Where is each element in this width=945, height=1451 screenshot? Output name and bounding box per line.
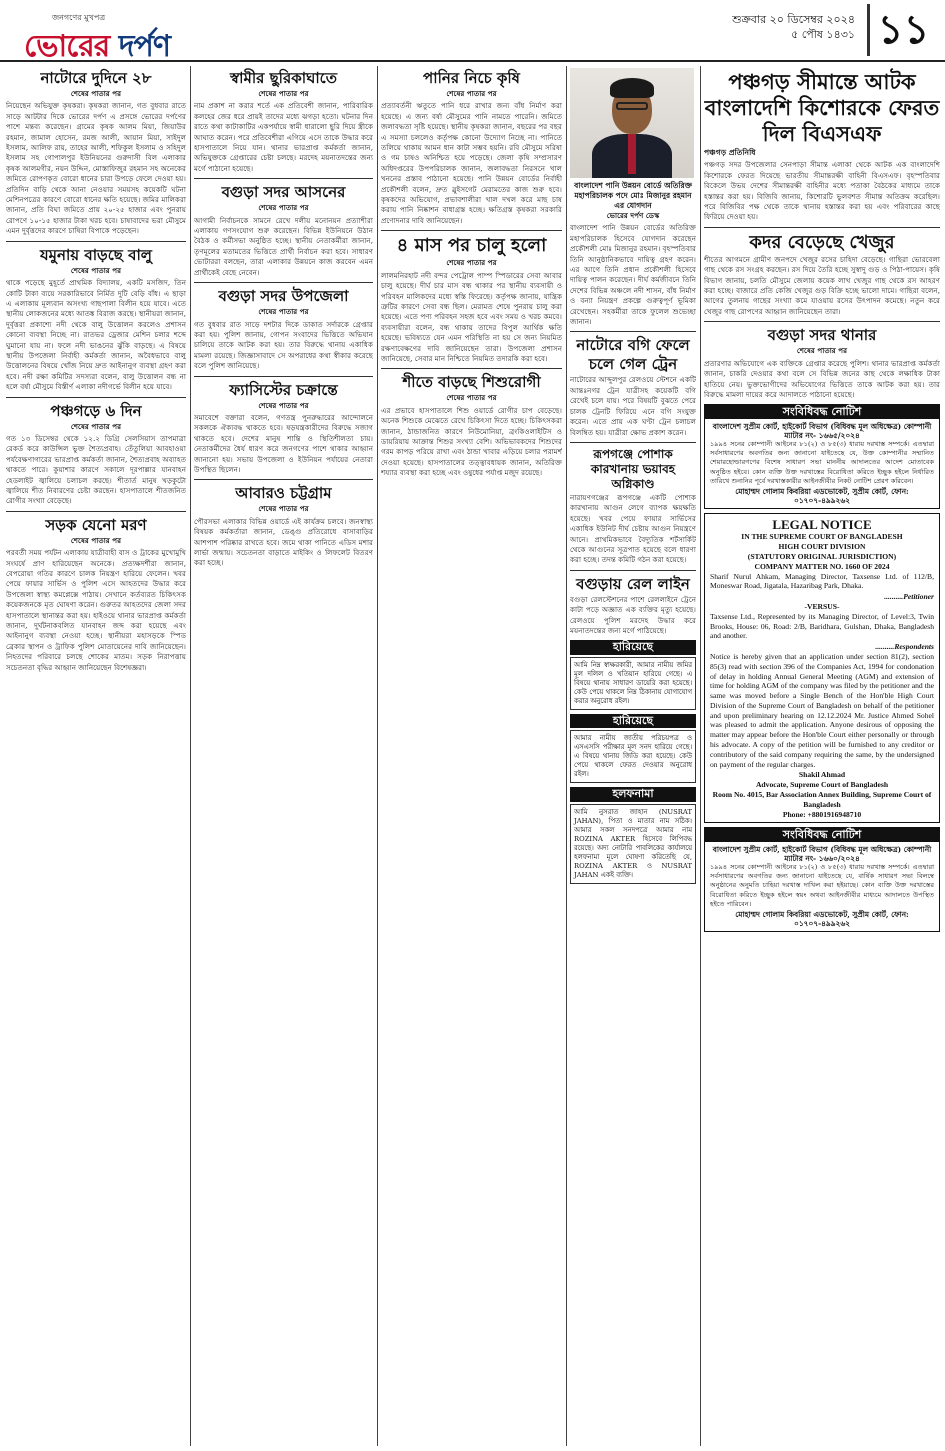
notice-title: বাংলাদেশ সুপ্রীম কোর্ট, হাইকোর্ট বিভাগ (বিধিবদ্ধ মূল অধিক্ষেত্র) কোম্পানী ম্যাটার নং- ১৬৬৫/২০২৪ <box>712 421 932 440</box>
portrait-hair <box>610 78 654 98</box>
divider <box>6 511 186 512</box>
headline-panchagarh-6-din[interactable]: পঞ্চগড়ে ৬ দিন <box>50 401 142 420</box>
divider <box>194 178 373 179</box>
headline-bogura-sadar-thana[interactable]: বগুড়া সদর থানার <box>767 326 877 345</box>
affidavit-notice: আমি নুসরাত জাহান (NUSRAT JAHAN), পিতা ও মাতার নাম সঠিক। আমার সকল সনদপত্রে আমার নাম ROZINA AKTER হিসেবে লিপিবদ্ধ রয়েছে। অদ্য নোটারি পাবলিকের কার্যালয়ে হলফনামা মূলে ঘোষণা করিতেছি যে, ROZINA AKTER ও NUSRAT JAHAN একই ব্যক্তি। <box>570 804 696 884</box>
date-gregorian: শুক্রবার ২০ ডিসেম্বর ২০২৪ <box>732 13 855 26</box>
headline-sarak-maran[interactable]: সড়ক যেনো মরণ <box>45 515 147 534</box>
headline-rupganj-fire[interactable]: রূপগঞ্জে পোশাক কারখানায় ভয়াবহ অগ্নিকাণ্ড <box>590 446 676 491</box>
legal-sign-name: Shakil Ahmad <box>798 770 846 780</box>
continued-label: শেষের পাতার পর <box>446 258 497 268</box>
lost-notice-2: আমার নামীয় জাতীয় পরিচয়পত্র ও এসএসসি পরীক্ষার মূল সনদ হারিয়ে গেছে। এ বিষয়ে থানায় জিডি করা হয়েছে। কেউ পেয়ে থাকলে ফেরত দেওয়ার অনুরোধ রইল। <box>570 730 696 783</box>
headline-jamunay-balu[interactable]: যমুনায় বাড়ছে বালু <box>40 245 152 264</box>
legal-petitioner-label: ..........Petitioner <box>884 592 934 602</box>
article-body: আগামী নির্বাচনকে সামনে রেখে দলীয় মনোনয়ন প্রত্যাশীরা এলাকায় গণসংযোগ শুরু করেছেন। বিভিন্ন ইউনিয়নে উঠান বৈঠক ও কর্মীসভা অনুষ্ঠিত হচ্ছে। স্থানীয় নেতাকর্মীরা জানান, তৃণমূলের মতামতের ভিত্তিতে প্রার্থী নির্বাচন করা হবে। সাধারণ ভোটাররা বলছেন, তারা এলাকার উন্নয়নে কাজ করবেন এমন প্রার্থীকেই বেছে নেবেন। <box>194 215 373 277</box>
statutory-notice-2 <box>704 827 940 932</box>
headline-bogura-sadar-upazila[interactable]: বগুড়া সদর উপজেলা <box>218 287 349 306</box>
column-rule <box>700 66 701 1446</box>
date-bengali: ৫ পৌষ ১৪৩১ <box>791 28 855 41</box>
article-body: লালমনিরহাট নদী বন্দর পেট্রোল পাম্প স্পিডারের সেবা আবার চালু হয়েছে। দীর্ঘ চার মাস বন্ধ থাকার পর স্থানীয় ব্যবসায়ী ও পরিবহন মালিকদের মধ্যে স্বস্তি ফিরেছে। কর্তৃপক্ষ জানায়, যান্ত্রিক ত্রুটির কারণে সেবা বন্ধ ছিল। মেরামত শেষে পুনরায় চালু করা হয়েছে। এতে পণ্য পরিবহন সহজ হবে এবং সময় ও খরচ কমবে। ব্যবসায়ীরা বলেন, বন্ধ থাকায় তাদের বিপুল আর্থিক ক্ষতি হয়েছে। ভবিষ্যতে যেন এমন পরিস্থিতি না হয় সে জন্য নিয়মিত রক্ষণাবেক্ষণের দাবি জানিয়েছেন তারা। উপজেলা প্রশাসন জানিয়েছে, সেবার মান নিশ্চিতে নিয়মিত তদারকি করা হবে। <box>381 270 562 363</box>
continued-label: শেষের পাতার পর <box>70 535 122 545</box>
notice-body: ১৯৯৪ সনের কোম্পানী আইনের ৮১(২) ও ৮৫(৩) ধারায় দরখাস্ত সম্পর্কে। এতদ্বারা সর্বসাধারণের অবগতির জন্য জানানো যাইতেছে যে, উক্ত কোম্পানীর সম্মানিত শেয়ারহোল্ডারগণের বিশেষ সাধারণ সভা মাননীয় আদালতের আদেশ মোতাবেক অনুষ্ঠিত হইবে। কোন ব্যক্তি উক্ত দরখাস্তের বিরোধিতা করিতে ইচ্ছুক হইলে নির্ধারিত তারিখে শুনানির পূর্বে দরখাস্তকারীর আইনজীবীর নিকট নোটিশ প্রেরণ করিবেন। <box>710 439 934 485</box>
column-3 <box>381 66 562 1446</box>
headline-kadar-khejur[interactable]: কদর বেড়েছে খেজুর <box>749 231 895 253</box>
headline-4-mash-por[interactable]: ৪ মাস পর চালু হলো <box>396 235 547 257</box>
continued-label: শেষের পাতার পর <box>258 307 309 317</box>
legal-court: IN THE SUPREME COURT OF BANGLADESH <box>741 532 903 542</box>
notice-signature: মোহাম্মদ গোলাম কিবরিয়া এডভোকেট, সুপ্রীম কোর্ট, ফোন: ০১৭০৭-৪৯৯২৬২ <box>735 910 909 929</box>
continued-label: শেষের পাতার পর <box>258 504 309 514</box>
column-4 <box>570 66 696 1446</box>
divider <box>194 479 373 480</box>
legal-petitioner-text: Sharif Nurul Ahkam, Managing Director, Taxsense Ltd. of 112/B, Moneswar Road, Jigatala, Hazaribag Park, Dhaka. <box>710 571 934 591</box>
notice-header: সংবিধিবদ্ধ নোটিশ <box>705 405 939 418</box>
column-2 <box>194 66 373 1446</box>
divider <box>6 397 186 398</box>
portrait-glasses <box>616 102 648 110</box>
notice-body: ১৯৯৪ সনের কোম্পানী আইনের ৮১(২) ও ৮৫(৩) ধারায় দরখাস্ত সম্পর্কে। এতদ্বারা সর্বসাধারণের অবগতির জন্য জানানো যাইতেছে যে, বার্ষিক সাধারণ সভা বিলম্বে অনুষ্ঠানের অনুমতি চাহিয়া দরখাস্ত দাখিল করা হইয়াছে। কোন ব্যক্তি উক্ত দরখাস্তের বিরোধিতা করিতে ইচ্ছুক হইলে স্বয়ং অথবা আইনজীবীর মাধ্যমে আদালতে উপস্থিত হইতে পারিবেন। <box>710 863 934 908</box>
legal-sign-phone: Phone: +8801916948710 <box>782 809 862 819</box>
reporter-label: পঞ্চগড় প্রতিনিধি <box>704 148 756 157</box>
continued-label: শেষের পাতার পর <box>796 346 848 356</box>
headline-fascist-chakrante[interactable]: ফ্যাসিস্টের চক্রান্তে <box>229 380 338 399</box>
headline-panchagarh-bsf[interactable]: পঞ্চগড় সীমান্তে আটক বাংলাদেশি কিশোরকে ফেরত দিল বিএসএফ <box>704 70 940 146</box>
logo-name-first: ভোরের <box>24 29 110 64</box>
article-body: বগুড়া রেলস্টেশনের পাশে রেললাইনে ট্রেনে কাটা পড়ে অজ্ঞাত এক ব্যক্তির মৃত্যু হয়েছে। রেলওয়ে পুলিশ মরদেহ উদ্ধার করে ময়নাতদন্তের জন্য মর্গে পাঠিয়েছে। <box>570 594 696 635</box>
divider <box>381 368 562 369</box>
legal-respondent-text: Taxsense Ltd., Represented by its Managing Director, of Level:3, Twin Brooks, House: 06, Road: 2/B, Baridhara, Gulshan, Dhaka, Bangladesh and another. <box>710 611 934 641</box>
logo-name-second: দর্পণ <box>109 29 171 64</box>
lost-notice-header: হারিয়েছে <box>570 714 696 728</box>
photo-caption: বাংলাদেশ পানি উন্নয়ন বোর্ডে অতিরিক্ত মহাপরিচালক পদে মোঃ মিজানুর রহমান এর যোগদান <box>574 181 692 210</box>
divider <box>570 570 696 571</box>
article-body: পৌরসভা এলাকার বিভিন্ন ওয়ার্ডে এই কার্যক্রম চলবে। জনস্বাস্থ্য বিষয়ক কর্মকর্তারা জানান, ডেঙ্গু প্রতিরোধে বাসাবাড়ির আশপাশ পরিষ্কার রাখতে হবে। জমে থাকা পানিতে এডিস মশার লার্ভা জন্মায়। সচেতনতা বাড়াতে মাইকিং ও লিফলেট বিতরণ করা হচ্ছে। <box>194 516 373 568</box>
legal-versus: -VERSUS- <box>804 601 840 611</box>
masthead <box>0 0 945 62</box>
article-body: নারায়ণগঞ্জের রূপগঞ্জে একটি পোশাক কারখানায় আগুন লেগে ব্যাপক ক্ষয়ক্ষতি হয়েছে। খবর পেয়ে ফায়ার সার্ভিসের একাধিক ইউনিট দীর্ঘ চেষ্টায় আগুন নিয়ন্ত্রণে আনে। প্রাথমিকভাবে বৈদ্যুতিক শর্টসার্কিট থেকে আগুনের সূত্রপাত হয়েছে বলে ধারণা করা হচ্ছে। তদন্ত কমিটি গঠন করা হয়েছে। <box>570 492 696 565</box>
legal-body: Notice is hereby given that an application under section 81(2), section 85(3) read with section 396 of the Companies Act, 1994 for condonation of delay in holding Annual General Meeting (AGM) and extension of time for holding AGM of the company was filed by the petitioner and the same was moved before a Single Bench of the Hon'ble High Court Division of the Supreme Court of Bangladesh on behalf of the petitioner and upon preliminary hearing on 12.12.2024 Mr. Justice Ahmed Sohel was pleased to admit the application. Anyone desirous of opposing the matter may appear before the Hon'ble Court either personally or through his advocate. A copy of the petition will be furnished to any creditor or contributory of the said company requiring the same, by the undersigned on payment of the regular charges. <box>710 651 934 769</box>
column-1 <box>6 66 186 1446</box>
lost-notice-1: আমি নিম্ন স্বাক্ষরকারী, আমার নামীয় জমির মূল দলিল ও খতিয়ান হারিয়ে গেছে। এ বিষয়ে থানায় সাধারণ ডায়েরি করা হয়েছে। কেউ পেয়ে থাকলে নিম্ন ঠিকানায় যোগাযোগ করার অনুরোধ রইল। <box>570 657 696 710</box>
affidavit-header: হলফনামা <box>570 787 696 801</box>
divider <box>570 331 696 332</box>
article-body: নাম প্রকাশ না করার শর্তে এক প্রতিবেশী জানান, পারিবারিক কলহের জের ধরে প্রায়ই তাদের মধ্যে ঝগড়া হতো। ঘটনার দিন রাতে কথা কাটাকাটির একপর্যায়ে স্বামী ধারালো ছুরি দিয়ে স্ত্রীকে আঘাত করেন। পরে প্রতিবেশীরা এগিয়ে এসে তাকে উদ্ধার করে হাসপাতালে নিয়ে যান। থানার ভারপ্রাপ্ত কর্মকর্তা জানান, অভিযুক্তকে গ্রেপ্তারের চেষ্টা চলছে। মরদেহ ময়নাতদন্তের জন্য মর্গে পাঠানো হয়েছে। <box>194 101 373 173</box>
legal-notice <box>704 513 940 823</box>
article-body: পরবর্তী সময় পর্যটন এলাকায় যাত্রীবাহী বাস ও ট্রাকের মুখোমুখি সংঘর্ষে প্রাণ হারিয়েছেন অনেকে। প্রত্যক্ষদর্শীরা জানান, বেপরোয়া গতির কারণে চালক নিয়ন্ত্রণ হারিয়ে ফেলেন। খবর পেয়ে ফায়ার সার্ভিস ও পুলিশ এসে আহতদের উদ্ধার করে উপজেলা স্বাস্থ্য কমপ্লেক্সে পাঠায়। সেখানে কর্তব্যরত চিকিৎসক কয়েকজনকে মৃত ঘোষণা করেন। গুরুতর আহতদের জেলা সদর হাসপাতালে স্থানান্তর করা হয়। হাইওয়ে থানার ভারপ্রাপ্ত কর্মকর্তা জানান, দুর্ঘটনাকবলিত যানবাহন জব্দ করা হয়েছে এবং আইনানুগ ব্যবস্থা নেওয়া হচ্ছে। স্থানীয়রা মহাসড়কে স্পিড ব্রেকার স্থাপন ও ট্রাফিক পুলিশ মোতায়েনের দাবি জানিয়েছেন। নিহতদের পরিবারে চলছে শোকের মাতম। সড়ক নিরাপত্তায় সচেতনতা বৃদ্ধির আহ্বান জানিয়েছেন বিশেষজ্ঞরা। <box>6 548 186 672</box>
legal-respondents-label: ..........Respondents <box>875 642 934 652</box>
issue-date <box>732 12 855 42</box>
legal-sign-address: Room No. 4015, Bar Association Annex Building, Supreme Court of Bangladesh <box>712 790 932 809</box>
notice-title: বাংলাদেশ সুপ্রীম কোর্ট, হাইকোর্ট বিভাগ (বিধিবদ্ধ মূল অধিক্ষেত্র) কোম্পানী ম্যাটার নং- ১৬৬০/২০২৪ <box>712 844 932 863</box>
column-5 <box>704 66 940 1446</box>
article-body: পঞ্চগড় সদর উপজেলার সেনপাড়া সীমান্ত এলাকা থেকে আটক এক বাংলাদেশি কিশোরকে ফেরত দিয়েছে ভারতীয় সীমান্তরক্ষী বাহিনী বিএসএফ। বৃহস্পতিবার বিকেলে উভয় দেশের সীমান্তরক্ষী বাহিনীর মধ্যে পতাকা বৈঠকের মাধ্যমে তাকে হস্তান্তর করা হয়। বিজিবি জানায়, কিশোরটি ভুলবশত সীমান্ত অতিক্রম করেছিল। পরে বিজিবির পক্ষ থেকে তাকে থানায় হস্তান্তর করা হয় এবং পরিবারের কাছে ফিরিয়ে দেওয়া হয়। <box>704 160 940 222</box>
article-body: বাংলাদেশ পানি উন্নয়ন বোর্ডের অতিরিক্ত মহাপরিচালক হিসেবে যোগদান করেছেন প্রকৌশলী মোঃ মিজানুর রহমান। বৃহস্পতিবার তিনি আনুষ্ঠানিকভাবে দায়িত্ব গ্রহণ করেন। এর আগে তিনি প্রধান প্রকৌশলী হিসেবে দায়িত্ব পালন করেছেন। দীর্ঘ কর্মজীবনে তিনি দেশের বিভিন্ন অঞ্চলে নদী শাসন, বাঁধ নির্মাণ ও বন্যা নিয়ন্ত্রণ প্রকল্পে গুরুত্বপূর্ণ ভূমিকা রেখেছেন। সহকর্মীরা তাকে ফুলেল শুভেচ্ছা জানান। <box>570 223 696 327</box>
column-rule <box>190 66 191 1446</box>
notice-header: সংবিধিবদ্ধ নোটিশ <box>705 828 939 841</box>
article-body: নাটোরের আব্দুলপুর রেলওয়ে স্টেশনে একটি আন্তঃনগর ট্রেন যাত্রীসহ কয়েকটি বগি রেখেই চলে যায়। পরে বিষয়টি বুঝতে পেরে চালক ট্রেনটি ফিরিয়ে এনে বগি সংযুক্ত করেন। এতে প্রায় এক ঘণ্টা ট্রেন চলাচল বিলম্বিত হয়। যাত্রীরা ক্ষোভ প্রকাশ করেন। <box>570 375 696 437</box>
article-body: প্রতারণার অভিযোগে এক ব্যক্তিকে গ্রেপ্তার করেছে পুলিশ। থানার ভারপ্রাপ্ত কর্মকর্তা জানান, চাকরি দেওয়ার কথা বলে সে বিভিন্ন জনের কাছ থেকে লক্ষাধিক টাকা হাতিয়ে নেয়। ভুক্তভোগীদের অভিযোগের ভিত্তিতে তাকে আটক করা হয়। তার বিরুদ্ধে মামলা দায়ের করে আদালতে পাঠানো হয়েছে। <box>704 358 940 399</box>
legal-division: HIGH COURT DIVISION <box>778 542 866 552</box>
continued-label: শেষের পাতার পর <box>446 393 497 403</box>
article-body: সমাবেশে বক্তারা বলেন, গণতন্ত্র পুনরুদ্ধারের আন্দোলনে সকলকে ঐক্যবদ্ধ থাকতে হবে। ষড়যন্ত্রকারীদের বিরুদ্ধে সজাগ থাকতে হবে। দেশের মানুষ শান্তি ও স্থিতিশীলতা চায়। নেতাকর্মীদের ধৈর্য ধারণ করে জনগণের পাশে থাকার আহ্বান জানানো হয়। সভায় উপজেলা ও ইউনিয়ন পর্যায়ের নেতারা উপস্থিত ছিলেন। <box>194 412 373 474</box>
article-body: গত বুধবার রাত সাড়ে দশটার দিকে ডাকাত সর্দারকে গ্রেপ্তার করা হয়। পুলিশ জানায়, গোপন সংবাদের ভিত্তিতে অভিযান চালিয়ে তাকে আটক করা হয়। তার বিরুদ্ধে থানায় একাধিক মামলা রয়েছে। জিজ্ঞাসাবাদে সে অপরাধের কথা স্বীকার করেছে বলে পুলিশ জানিয়েছে। <box>194 319 373 371</box>
headline-bogura-rail-line[interactable]: বগুড়ায় রেল লাইন <box>576 574 690 593</box>
continued-label: শেষের পাতার পর <box>258 203 309 213</box>
article-body: গত ১৩ ডিসেম্বর থেকে ১২.২ ডিগ্রি সেলসিয়াস তাপমাত্রা রেকর্ড করে কাউন্সিল ভুক্ত শৈত্যপ্রবাহ। তেঁতুলিয়া আবহাওয়া পর্যবেক্ষণাগারের ভারপ্রাপ্ত কর্মকর্তা জানান, শৈত্যপ্রবাহ অব্যাহত থাকতে পারে। কুয়াশার কারণে সকালে দূরপাল্লার যানবাহন হেডলাইট জ্বালিয়ে চলাচল করছে। শীতার্ত মানুষ খড়কুটো জ্বালিয়ে শীত নিবারণের চেষ্টা করছেন। হাসপাতালে শীতজনিত রোগীর সংখ্যা বেড়েছে। <box>6 433 186 506</box>
continued-label: শেষের পাতার পর <box>70 265 122 275</box>
column-rule <box>566 66 567 1446</box>
portrait-tie <box>628 134 636 174</box>
divider <box>6 241 186 242</box>
article-body: প্রত্যাবর্তনী ঋতুতে পানি ধরে রাখার জন্য বাঁধ নির্মাণ করা হয়েছে। এ জন্য বর্ষা মৌসুমের পানি নামতে পারেনি। জমিতে জলাবদ্ধতা সৃষ্টি হয়েছে। স্থানীয় কৃষকরা জানান, বছরের পর বছর এ সমস্যা চললেও কর্তৃপক্ষ কোনো উদ্যোগ নিচ্ছে না। পানিতে তলিয়ে থাকায় আমন ধান কাটা সম্ভব হয়নি। রবি মৌসুমে সরিষা ও গম চাষও অনিশ্চিত হয়ে পড়েছে। জেলা কৃষি সম্প্রসারণ অধিদপ্তরের উপপরিচালক জানান, জলাবদ্ধতা নিরসনে খাল খননের প্রস্তাব পাঠানো হয়েছে। পানি উন্নয়ন বোর্ডের নির্বাহী প্রকৌশলী বলেন, দ্রুত স্লুইসগেট মেরামতের কাজ শুরু হবে। কৃষকদের অভিযোগ, প্রভাবশালীরা খাল দখল করে মাছ চাষ করায় পানি নিষ্কাশন বাধাগ্রস্ত হচ্ছে। ক্ষতিগ্রস্ত কৃষকরা সরকারি প্রণোদনার দাবি জানিয়েছেন। <box>381 101 562 225</box>
article-body: নিয়েছেন অভিযুক্ত কৃষকরা। কৃষকরা জানান, গত বুধবার রাতে সাড়ে আটটার দিকে ভোরের দর্পণ এ প্রসঙ্গে ভোরের দর্পণের পাশে মন্তব্য করেছেন। গ্রামের কৃষক আলম মিয়া, জিয়াউর রহমান, জামাল হোসেন, রমজ আলী, আয়ান মিয়া, সাইদুল ইসলাম, আলিফ রায়, তাহের আলী, শফিকুল ইসলাম ও সহিদুল ইসলাম সহ গোপালপুর ইউনিয়নের গুরুদাসী বিল এলাকার কৃষক আলমগীর, নয়ন উদ্দিন, মোস্তাফিজুর রহমান সহ অনেকের জমিতে রোপণকৃত বোরো ধানের চারা উপড়ে ফেলে দেওয়া হয়। প্রতিদিন বাড়ি থেকে আনা নেওয়ার সময়সহ কয়েকটি ঘটনা মেশিনপত্রের কারণে বোরো ধানের ক্ষতি হয়েছে। জমির মালিকরা জানান, প্রতি বিঘা জমিতে প্রায় ২০-২৫ হাজার এবং পুনরায় রোপণে ১০-১৫ হাজার টাকা খরচ হবে। চাষাবাদের ভরা মৌসুমে এমন দুর্বৃত্তদের কারণে চাষিরা বিপাকে পড়েছেন। <box>6 101 186 236</box>
divider <box>194 376 373 377</box>
column-rule <box>377 66 378 1446</box>
divider <box>381 230 562 231</box>
lost-notice-header: হারিয়েছে <box>570 640 696 654</box>
continued-label: শেষের পাতার পর <box>258 400 309 410</box>
notice-signature: মোহাম্মদ গোলাম কিবরিয়া এডভোকেট, সুপ্রীম কোর্ট, ফোন: ০১৭০৭-৪৯৯২৬২ <box>735 486 909 506</box>
legal-jurisdiction: (STATUTORY ORIGINAL JURISDICTION) <box>747 551 897 561</box>
article-body: শীতের আগমনে গ্রামীণ জনপদে খেজুর রসের চাহিদা বেড়েছে। গাছিরা ভোরবেলা গাছ থেকে রস সংগ্রহ করছেন। রস দিয়ে তৈরি হচ্ছে সুস্বাদু গুড় ও পিঠা-পায়েস। কৃষি বিভাগ জানায়, চলতি মৌসুমে জেলায় কয়েক লাখ খেজুর গাছ থেকে রস আহরণ করা হচ্ছে। বাজারে প্রতি কেজি খেজুর গুড় বিক্রি হচ্ছে ভালো দামে। গাছিরা বলেন, আগের তুলনায় গাছের সংখ্যা কমে যাওয়ায় রসের উৎপাদন কমেছে। নতুন করে খেজুর গাছ রোপণের আহ্বান জানিয়েছেন তারা। <box>704 254 940 316</box>
headline-swamir-churikaghat[interactable]: স্বামীর ছুরিকাঘাতে <box>230 69 337 87</box>
divider <box>570 442 696 443</box>
continued-label: শেষের পাতার পর <box>70 89 122 98</box>
divider <box>704 227 940 228</box>
headline-abaro-chattogram[interactable]: আবারও চট্টগ্রাম <box>235 484 332 503</box>
headline-natore-bogi[interactable]: নাটোরে বগি ফেলে চলে গেল ট্রেন <box>576 336 690 374</box>
headline-natore-dudine[interactable]: নাটোরে দুদিনে ২৮ <box>40 69 152 87</box>
headline-bogura-sadar-asan[interactable]: বগুড়া সদর আসনের <box>221 183 346 202</box>
logo-tagline: জনগণের মুখপত্র <box>52 13 106 22</box>
statutory-notice-1 <box>704 404 940 509</box>
continued-label: শেষের পাতার পর <box>446 89 497 98</box>
newspaper-logo[interactable] <box>12 8 212 64</box>
divider <box>704 321 940 322</box>
divider <box>194 282 373 283</box>
headline-shite-shishurogi[interactable]: শীতে বাড়ছে শিশুরোগী <box>402 373 541 392</box>
official-portrait-photo <box>570 68 694 178</box>
continued-label: শেষের পাতার পর <box>70 421 122 431</box>
desk-label: ভোরের দর্পণ ডেস্ক <box>606 211 660 220</box>
legal-sign-title: Advocate, Supreme Court of Bangladesh <box>755 780 889 790</box>
continued-label: শেষের পাতার পর <box>258 89 309 98</box>
page-number: ১১ <box>867 4 937 56</box>
legal-matter-no: COMPANY MATTER NO. 1660 OF 2024 <box>754 561 890 571</box>
article-body: এর প্রভাবে হাসপাতালে শিশু ওয়ার্ডে রোগীর চাপ বেড়েছে। অনেক শিশুকে মেঝেতে রেখে চিকিৎসা দিতে হচ্ছে। চিকিৎসকরা জানান, ঠান্ডাজনিত কারণে নিউমোনিয়া, ব্রংকিওলাইটিস ও ডায়রিয়ায় আক্রান্ত শিশুর সংখ্যা বেশি। অভিভাবকদের শিশুদের গরম কাপড় পরিয়ে রাখা এবং ঠান্ডা খাবার এড়িয়ে চলার পরামর্শ দেওয়া হয়েছে। হাসপাতালের তত্ত্বাবধায়ক জানান, অতিরিক্ত শয্যার ব্যবস্থা করা হচ্ছে এবং ওষুধের পর্যাপ্ত মজুদ রয়েছে। <box>381 405 562 478</box>
headline-panir-niche-krishi[interactable]: পানির নিচে কৃষি <box>423 69 520 87</box>
legal-notice-title: LEGAL NOTICE <box>772 517 872 533</box>
article-body: থাকে পড়েছে মুহূর্তে প্রাথমিক বিদ্যালয়, একটি মসজিদ, তিন কোটি টাকা ব্যয়ে সরকারিভাবে নির্মিত দুটি বেড়ি বাঁধ। এ ছাড়া এ এলাকায় মূল্যবান অসংখ্য গাছপালা বিলীন হয়ে যাবে। এতে স্থানীয় লোকজনের মধ্যে আতঙ্ক বিরাজ করছে। স্থানীয়রা জানান, দুর্বৃত্তরা প্রকাশ্যে নদী থেকে বালু উত্তোলন করলেও প্রশাসন কোনো ব্যবস্থা নিচ্ছে না। রাতভর ড্রেজার মেশিন চলার শব্দে ঘুমানো যায় না। ফলে নদী ভাঙনের ঝুঁকি বাড়ছে। এ বিষয়ে স্থানীয় উপজেলা নির্বাহী কর্মকর্তা জানান, অবৈধভাবে বালু উত্তোলনের বিষয়ে খোঁজ নিয়ে দ্রুত আইনানুগ ব্যবস্থা গ্রহণ করা হবে। নদী রক্ষা কমিটির সদস্যরা বলেন, বালু উত্তোলন বন্ধ না হলে বর্ষা মৌসুমে বিস্তীর্ণ এলাকা নদীগর্ভে বিলীন হয়ে যাবে। <box>6 278 186 392</box>
